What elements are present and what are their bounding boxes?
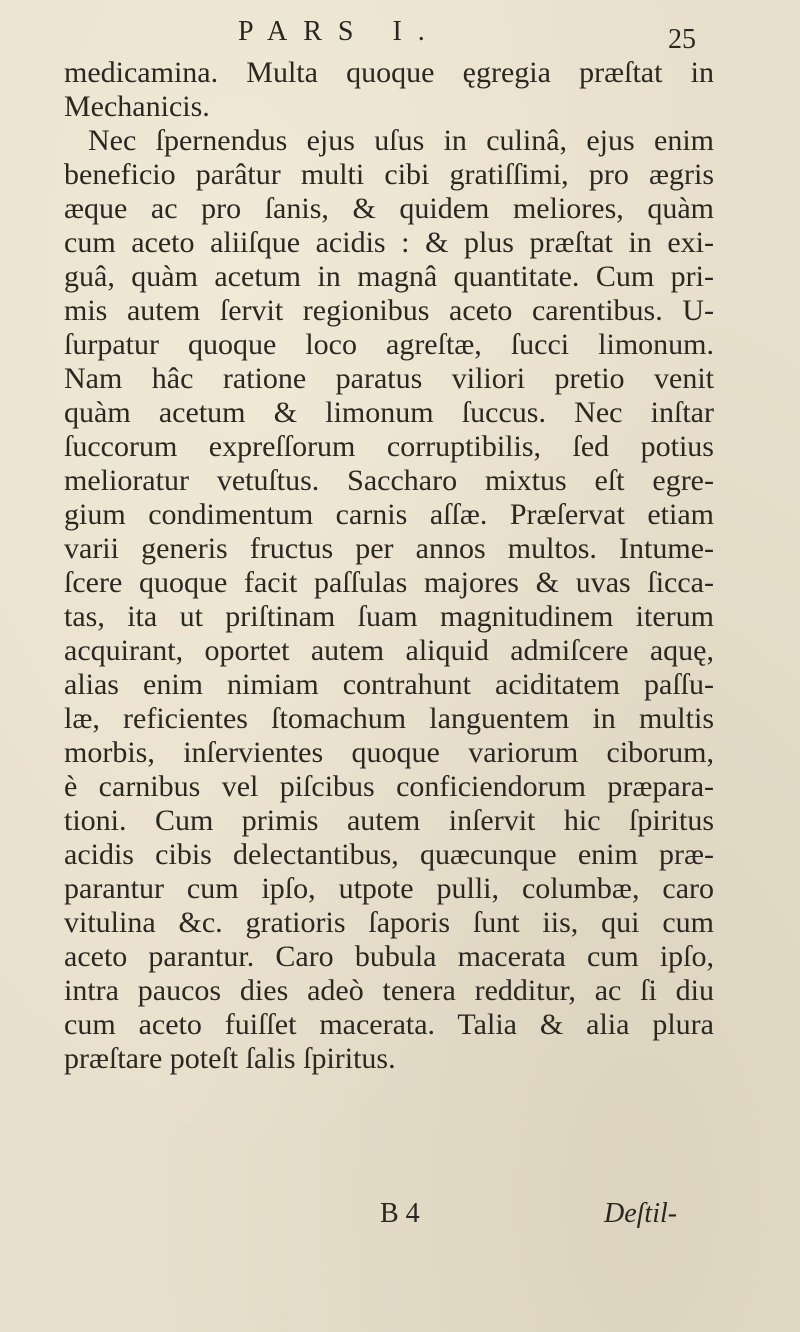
text-line: tioni. Cum primis autem inſervit hic ſpiritus	[64, 804, 714, 837]
text-line: aceto parantur. Caro bubula macerata cum ipſo,	[64, 940, 714, 973]
text-line: parantur cum ipſo, utpote pulli, columbæ, caro	[64, 872, 714, 905]
text-line: Nec ſpernendus ejus uſus in culinâ, ejus enim	[88, 124, 714, 157]
text-line: mis autem ſervit regionibus aceto carentibus. U-	[64, 294, 714, 327]
signature-mark: B 4	[380, 1198, 420, 1229]
text-line: æque ac pro ſanis, & quidem meliores, quàm	[64, 192, 714, 225]
text-line: gium condimentum carnis aſſæ. Præſervat etiam	[64, 498, 714, 531]
running-head	[0, 14, 800, 54]
text-line: acidis cibis delectantibus, quæcunque enim præ-	[64, 838, 714, 871]
text-line: è carnibus vel piſcibus conficiendorum præpara-	[64, 770, 714, 803]
text-line: morbis, inſervientes quoque variorum ciborum,	[64, 736, 714, 769]
text-line: præſtare poteſt ſalis ſpiritus.	[64, 1042, 396, 1075]
text-line: cum aceto aliiſque acidis : & plus præſtat in exi-	[64, 226, 714, 259]
page-number: 25	[668, 24, 696, 55]
text-line: melioratur vetuſtus. Saccharo mixtus eſt egre-	[64, 464, 714, 497]
text-line: intra paucos dies adeò tenera redditur, ac ſi diu	[64, 974, 714, 1007]
running-title: PARS I.	[238, 16, 441, 47]
text-line: quàm acetum & limonum ſuccus. Nec inſtar	[64, 396, 714, 429]
text-line: læ, reficientes ſtomachum languentem in multis	[64, 702, 714, 735]
text-line: tas, ita ut priſtinam ſuam magnitudinem iterum	[64, 600, 714, 633]
text-line: varii generis fructus per annos multos. Intume-	[64, 532, 714, 565]
text-line: guâ, quàm acetum in magnâ quantitate. Cum pri-	[64, 260, 714, 293]
body-text	[64, 56, 714, 1076]
text-line: ſcere quoque facit paſſulas majores & uvas ſicca-	[64, 566, 714, 599]
text-line: alias enim nimiam contrahunt aciditatem paſſu-	[64, 668, 714, 701]
catchword: Deſtil-	[604, 1198, 678, 1229]
text-line: ſurpatur quoque loco agreſtæ, ſucci limonum.	[64, 328, 714, 361]
text-line: vitulina &c. gratioris ſaporis ſunt iis, qui cum	[64, 906, 714, 939]
text-line: Nam hâc ratione paratus viliori pretio venit	[64, 362, 714, 395]
text-line: ſuccorum expreſſorum corruptibilis, ſed potius	[64, 430, 714, 463]
text-line: cum aceto fuiſſet macerata. Talia & alia plura	[64, 1008, 714, 1041]
page-footer	[0, 1198, 800, 1238]
text-line: medicamina. Multa quoque ęgregia præſtat in	[64, 56, 714, 89]
text-line: Mechanicis.	[64, 90, 210, 123]
text-line: acquirant, oportet autem aliquid admiſcere aquę,	[64, 634, 714, 667]
text-line: beneficio parâtur multi cibi gratiſſimi, pro ægris	[64, 158, 714, 191]
